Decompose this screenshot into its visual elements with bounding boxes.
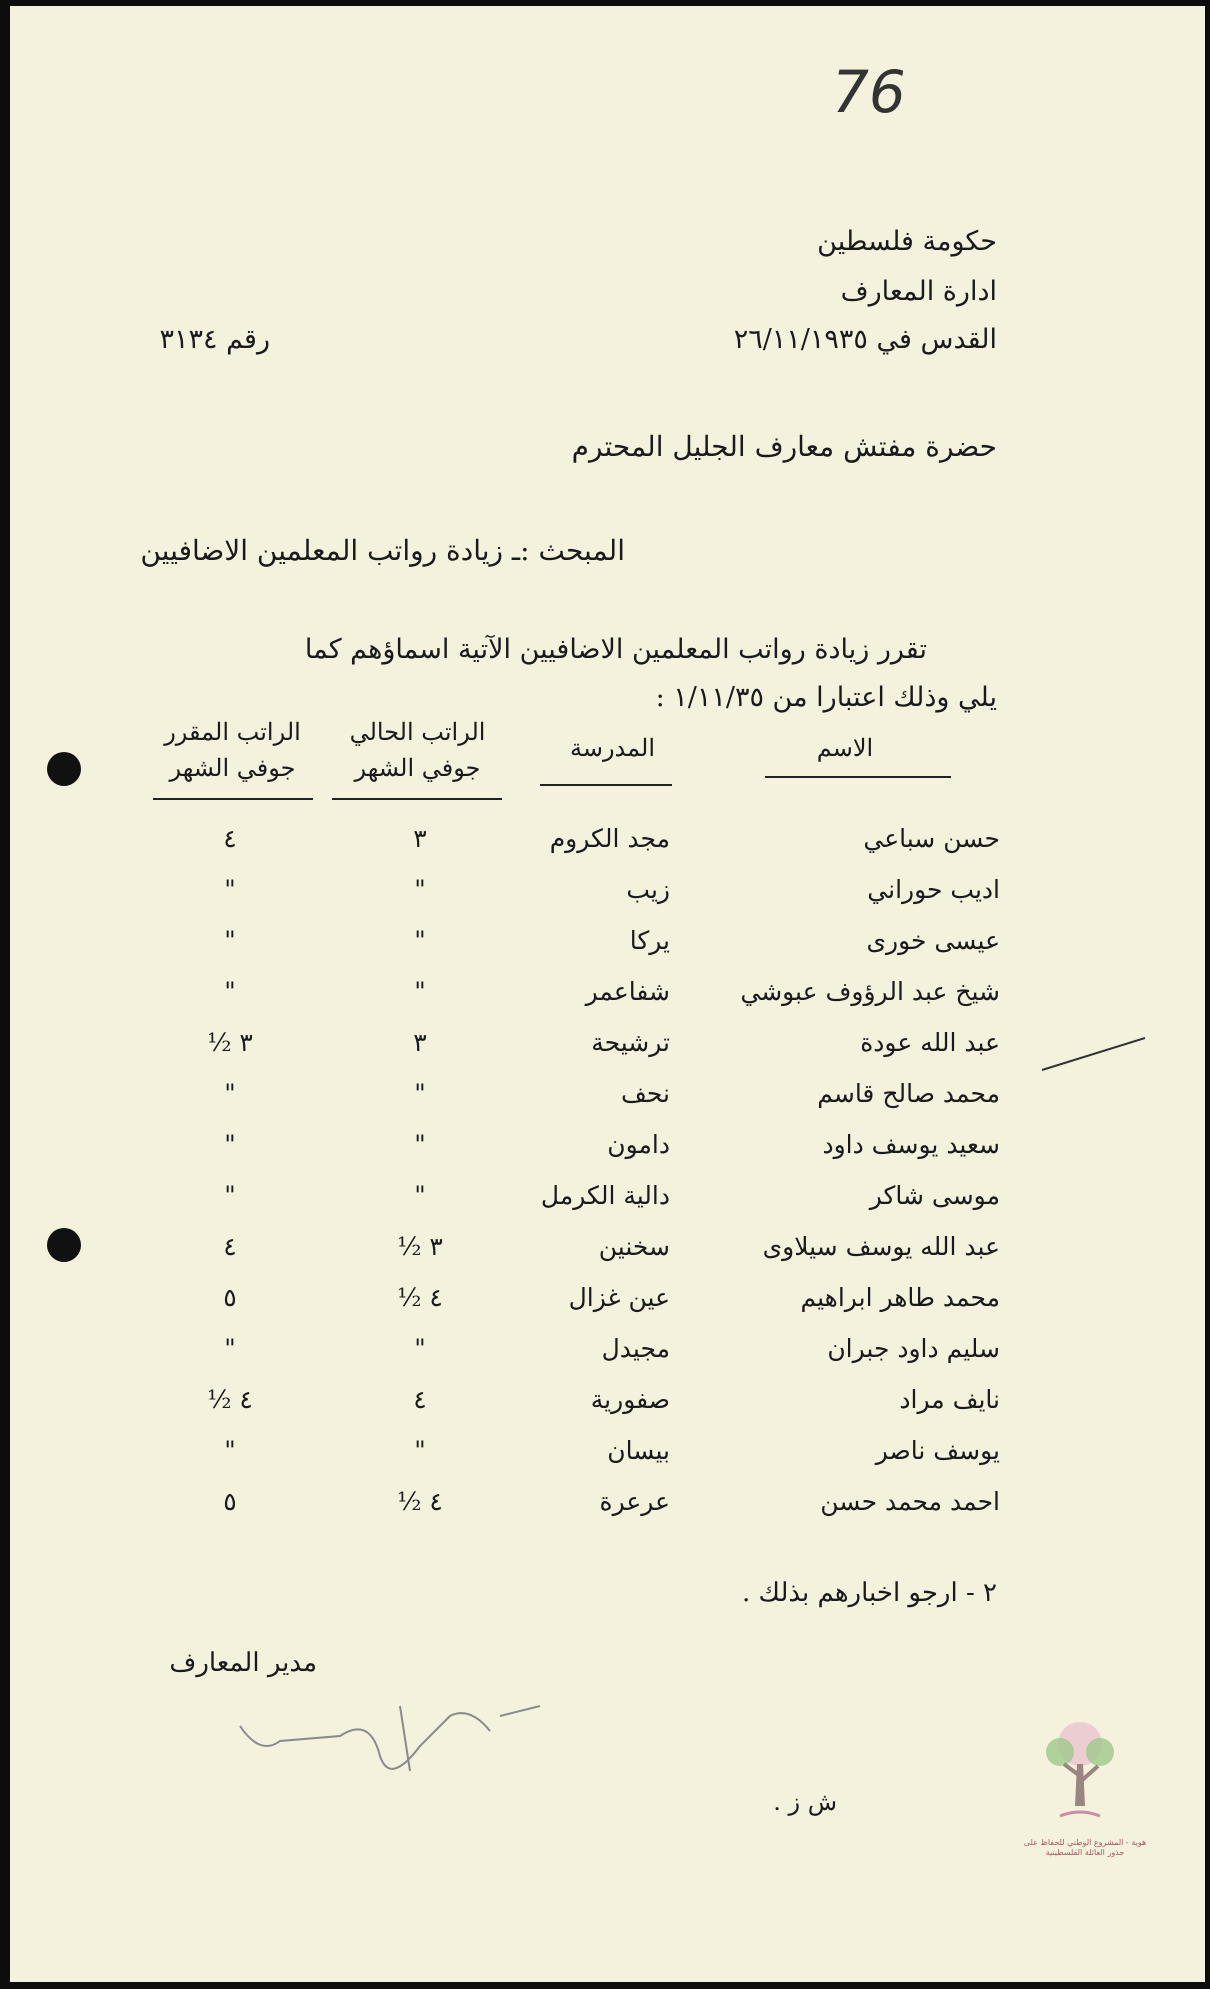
current-salary: "	[414, 1079, 426, 1108]
binder-hole	[47, 752, 81, 786]
new-salary: ½ ٣	[207, 1028, 253, 1057]
table-row	[10, 1181, 1205, 1221]
new-salary: "	[224, 977, 236, 1006]
binder-hole	[47, 1228, 81, 1262]
teacher-name: موسى شاكر	[869, 1181, 1000, 1210]
reference-number: رقم ٣١٣٤	[159, 324, 270, 355]
subject-line: المبحث :ـ زيادة رواتب المعلمين الاضافيين	[140, 534, 625, 567]
new-salary: "	[224, 1181, 236, 1210]
school-name: عرعرة	[599, 1487, 670, 1516]
pencil-tick-mark	[1040, 1036, 1150, 1076]
current-salary: "	[414, 875, 426, 904]
table-row	[10, 824, 1205, 864]
table-row	[10, 1130, 1205, 1170]
current-salary: ½ ٣	[397, 1232, 443, 1261]
new-salary: "	[224, 926, 236, 955]
table-row	[10, 1487, 1205, 1527]
school-name: مجيدل	[601, 1334, 670, 1363]
school-name: دالية الكرمل	[540, 1181, 670, 1210]
current-salary: "	[414, 1334, 426, 1363]
new-salary: "	[224, 875, 236, 904]
current-salary: "	[414, 926, 426, 955]
new-salary: ٤	[223, 824, 237, 853]
table-row	[10, 1283, 1205, 1323]
column-header-new-unit: جوفي الشهر	[169, 754, 296, 782]
column-header-name: الاسم	[816, 734, 874, 762]
page-number: 76	[832, 58, 906, 126]
table-row	[10, 977, 1205, 1017]
new-salary: ٥	[223, 1283, 237, 1312]
table-row	[10, 1028, 1205, 1068]
school-name: زيب	[626, 875, 670, 904]
current-salary: ½ ٤	[397, 1283, 443, 1312]
school-name: صفورية	[590, 1385, 670, 1414]
new-salary: ٥	[223, 1487, 237, 1516]
header-underline	[540, 784, 672, 786]
table-row	[10, 1436, 1205, 1476]
teacher-name: محمد صالح قاسم	[817, 1079, 1000, 1108]
header-underline	[765, 776, 951, 778]
table-row	[10, 1334, 1205, 1374]
header-underline	[332, 798, 502, 800]
school-name: شفاعمر	[585, 977, 670, 1006]
teacher-name: نايف مراد	[899, 1385, 1000, 1414]
handwritten-signature	[220, 1686, 580, 1796]
department-heading: ادارة المعارف	[840, 276, 997, 307]
table-row	[10, 1232, 1205, 1272]
school-name: عين غزال	[568, 1283, 670, 1312]
teacher-name: سليم داود جبران	[827, 1334, 1000, 1363]
teacher-name: حسن سباعي	[863, 824, 1000, 853]
government-heading: حكومة فلسطين	[817, 226, 997, 257]
current-salary: "	[414, 1436, 426, 1465]
teacher-name: عبد الله يوسف سيلاوى	[762, 1232, 1000, 1261]
new-salary: "	[224, 1334, 236, 1363]
table-row	[10, 926, 1205, 966]
table-row	[10, 1079, 1205, 1119]
current-salary: "	[414, 977, 426, 1006]
new-salary: "	[224, 1079, 236, 1108]
tree-logo-icon	[1030, 1716, 1130, 1826]
new-salary: "	[224, 1130, 236, 1159]
body-text-line-1: تقرر زيادة رواتب المعلمين الاضافيين الآتية اسماؤهم كما	[304, 634, 927, 665]
column-header-school: المدرسة	[569, 734, 656, 762]
school-name: سخنين	[598, 1232, 670, 1261]
teacher-name: عيسى خورى	[866, 926, 1000, 955]
current-salary: "	[414, 1130, 426, 1159]
current-salary: ½ ٤	[397, 1487, 443, 1516]
teacher-name: شيخ عبد الرؤوف عبوشي	[740, 977, 1000, 1006]
logo-caption: هوية - المشروع الوطني للحفاظ على جذور العائلة الفلسطينية	[1023, 1838, 1147, 1857]
new-salary: ٤	[223, 1232, 237, 1261]
teacher-name: اديب حوراني	[867, 875, 1000, 904]
school-name: ترشيحة	[591, 1028, 670, 1057]
signatory-title: مدير المعارف	[169, 1648, 317, 1678]
table-row	[10, 875, 1205, 915]
date-line: القدس في ٢٦/١١/١٩٣٥	[733, 324, 997, 355]
column-header-current-unit: جوفي الشهر	[354, 754, 481, 782]
new-salary: ½ ٤	[207, 1385, 253, 1414]
school-name: مجد الكروم	[549, 824, 670, 853]
school-name: نحف	[621, 1079, 670, 1108]
current-salary: ٤	[413, 1385, 427, 1414]
addressee: حضرة مفتش معارف الجليل المحترم	[571, 430, 997, 463]
body-text-line-2: يلي وذلك اعتبارا من ١/١١/٣٥ :	[655, 682, 997, 713]
school-name: يركا	[629, 926, 670, 955]
school-name: دامون	[607, 1130, 670, 1159]
header-underline	[153, 798, 313, 800]
initials: ش ز .	[773, 1788, 837, 1816]
teacher-name: محمد طاهر ابراهيم	[800, 1283, 1000, 1312]
teacher-name: يوسف ناصر	[875, 1436, 1000, 1465]
teacher-name: احمد محمد حسن	[820, 1487, 1000, 1516]
current-salary: ٣	[413, 824, 427, 853]
current-salary: "	[414, 1181, 426, 1210]
school-name: بيسان	[607, 1436, 670, 1465]
column-header-current-salary: الراتب الحالي	[349, 718, 486, 746]
closing-line: ٢ - ارجو اخبارهم بذلك .	[742, 1578, 997, 1608]
teacher-name: سعيد يوسف داود	[822, 1130, 1000, 1159]
column-header-new-salary: الراتب المقرر	[164, 718, 301, 746]
document-page	[10, 6, 1205, 1982]
table-row	[10, 1385, 1205, 1425]
new-salary: "	[224, 1436, 236, 1465]
current-salary: ٣	[413, 1028, 427, 1057]
teacher-name: عبد الله عودة	[860, 1028, 1000, 1057]
